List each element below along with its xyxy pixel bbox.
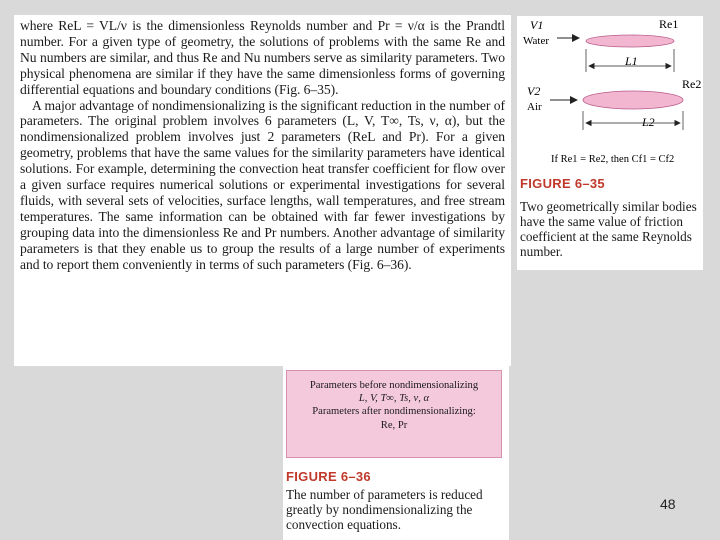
body-2-ellipse [583,91,683,109]
page-number: 48 [660,496,676,512]
similarity-condition: If Re1 = Re2, then Cf1 = Cf2 [551,154,675,165]
re1-label: Re1 [659,17,679,31]
figure-6-36-caption: The number of parameters is reduced greatly by nondimensionalizing the convection equations. [286,487,483,532]
before-heading: Parameters before nondimensionalizing [309,380,479,391]
parameters-box [286,370,502,458]
l2-label: L2 [642,115,655,129]
figure-6-35-caption: Two geometrically similar bodies have the same value of friction coefficient at the same Reynolds number. [520,199,697,259]
v2-label: V2 [527,84,541,98]
v1-label: V1 [530,18,544,32]
before-list: L, V, T∞, Ts, ν, α [358,393,430,405]
figure-6-36 [283,366,509,540]
figure-6-35-label: FIGURE 6–35 [520,176,605,191]
paragraph-2: A major advantage of nondimensionalizing is the significant reduction in the number of parameters. The original problem involves 6 parameters (L, V, T∞, Ts, ν, α), but the nondimensionalized problem involves just 2 parameters (ReL and Pr). For a given geometry, problems that have the same values for the similarity parameters have identical solutions. For example, determining the convection heat transfer coefficient for flow over a given surface requires numerical solutions or experimental investigations for several fluids, with several sets of velocities, surface lengths, wall temperatures, and free stream temperatures. The same information can be obtained with far fewer investigations by grouping data into the dimensionless Re and Pr numbers. Another advantage of similarity parameters is that they enable us to group the results of a large number of experiments and to report them conveniently in terms of such parameters (Fig. 6–36). [20,97,505,272]
body-1-ellipse [586,35,674,47]
fluid2-label: Air [527,101,542,113]
figure-6-35 [517,16,703,270]
main-text-block [14,15,511,366]
fluid1-label: Water [523,35,549,47]
after-list: Re, Pr [380,419,408,431]
re2-label: Re2 [682,77,702,91]
paragraph-1: where ReL = VL/ν is the dimensionless Reynolds number and Pr = ν/α is the Prandtl number. For a given type of geometry, the solutions of problems with the same Re and Nu numbers are similar, and thus Re and Nu numbers serve as similarity parameters. Two physical phenomena are similar if they have the same dimensionless forms of governing differential equations and boundary conditions (Fig. 6–35). [20,18,505,97]
l1-label: L1 [625,54,638,68]
figure-6-36-label: FIGURE 6–36 [286,469,371,484]
after-heading: Parameters after nondimensionalizing: [312,406,476,418]
